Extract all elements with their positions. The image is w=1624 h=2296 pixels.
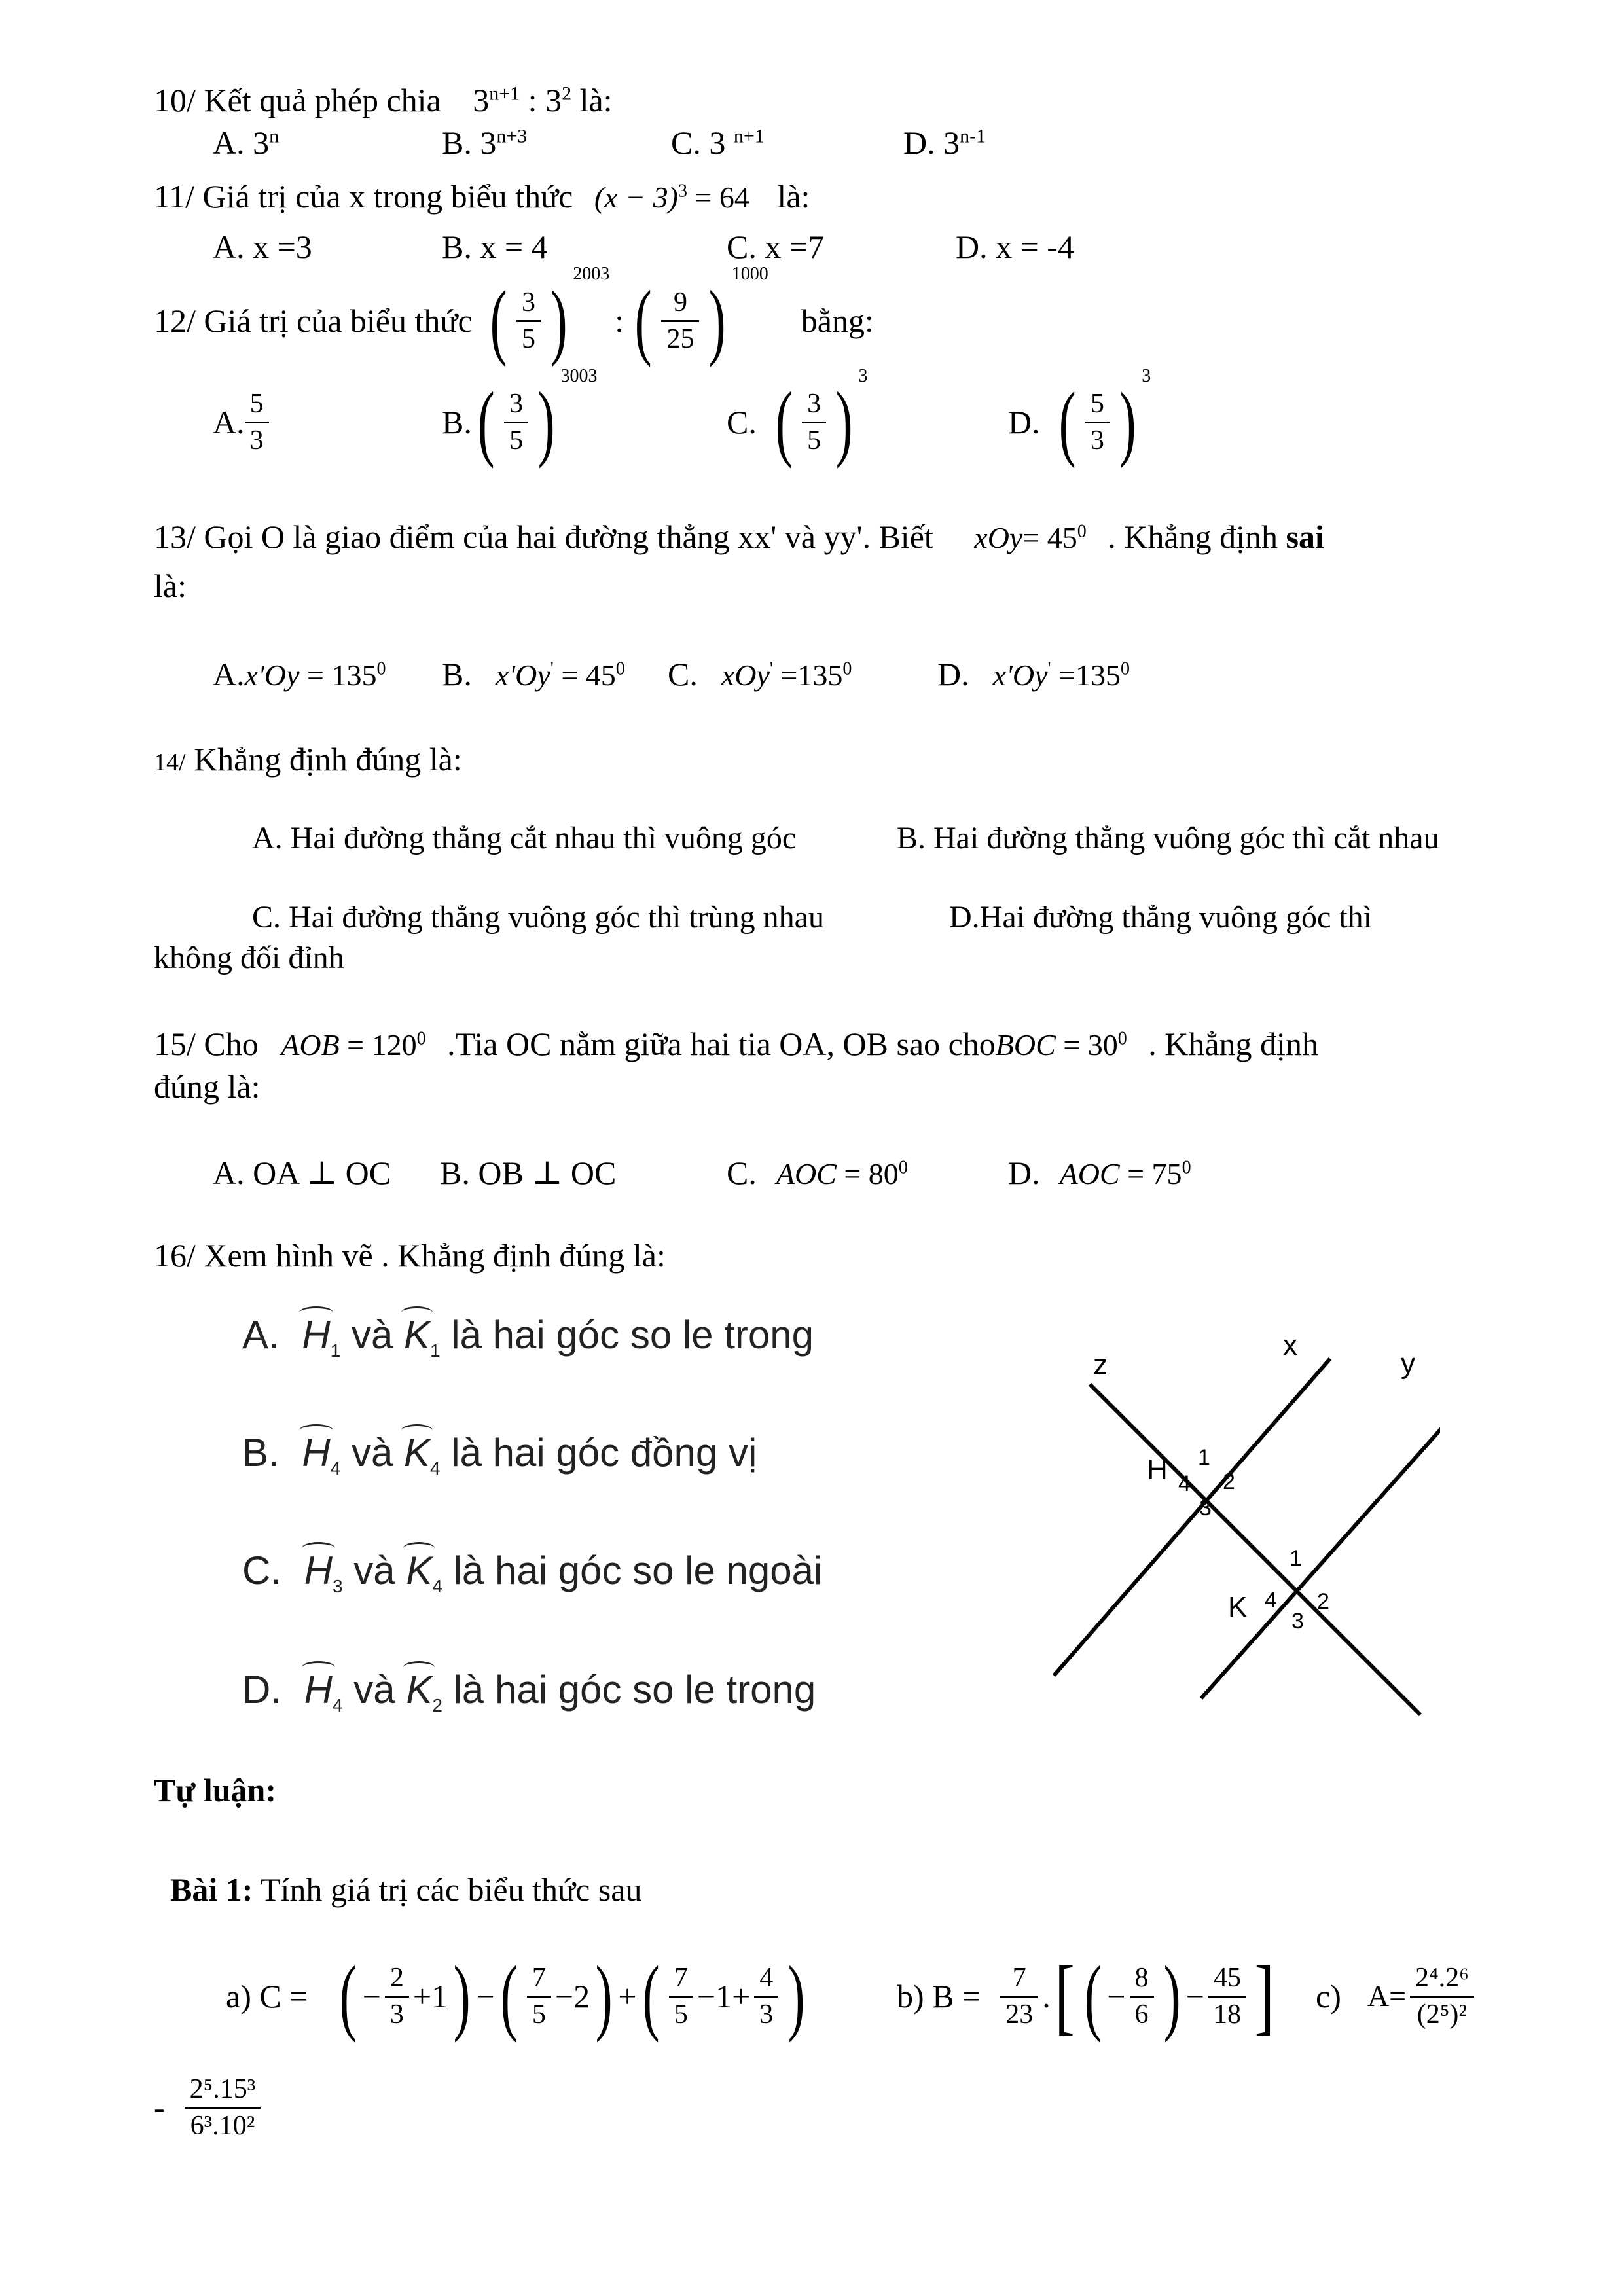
essay-part-c-cont: - $\frac{\text{2⁵.15³}}{\text{6³.10²}}$ — [154, 2062, 264, 2153]
q11-option-c[interactable]: C. x =7 — [727, 228, 825, 265]
k-angle-2: 2 — [1317, 1589, 1329, 1614]
q13-line2: là: — [154, 567, 187, 604]
q10-option-a[interactable]: A. 3$^n$ — [213, 124, 280, 161]
h-angle-2: 2 — [1223, 1469, 1235, 1494]
q16-stem: 16/ Xem hình vẽ . Khẳng định đúng là: — [154, 1237, 666, 1274]
q11-option-b[interactable]: B. x = 4 — [442, 228, 548, 265]
q16-option-a[interactable]: A. $H_1$ và $K_1$ là hai góc so le trong — [242, 1313, 814, 1361]
q12-option-c[interactable]: C. ( $\frac{3}{5}$ ) 3 — [727, 366, 868, 469]
figure-label-x: x — [1283, 1329, 1297, 1361]
q16-option-d[interactable]: D. $H_4$ và $K_2$ là hai góc so le trong — [242, 1668, 816, 1715]
q13-given-angle: $xOy= 45^0$ — [974, 521, 1087, 554]
q12-tail: bằng: — [801, 302, 874, 339]
q10-expression: $3^{n+1}$ : $3^2$ — [473, 82, 572, 118]
essay-part-a: a) C = ( − $\frac{2}{3}$ +1 ) − ( $\frac{7}{5}$ −2 ) + ( $\frac{7}{5}$ −1+ $\frac{4}{3}$ ) — [226, 1949, 805, 2043]
h-angle-3: 3 — [1199, 1496, 1212, 1520]
q11-tail: là: — [777, 178, 810, 215]
figure-label-z: z — [1093, 1349, 1108, 1381]
q14-option-d-cont: không đối đỉnh — [154, 941, 344, 975]
q11-stem: 11/ Giá trị của x trong biểu thức — [154, 178, 573, 215]
q15-option-c[interactable]: C. AOC = $80^0$ — [727, 1155, 908, 1191]
h-angle-4: 4 — [1178, 1471, 1191, 1496]
q14-option-c[interactable]: C. Hai đường thẳng vuông góc thì trùng nhau — [252, 900, 824, 935]
k-angle-3: 3 — [1291, 1609, 1304, 1634]
q12-option-b[interactable]: B. ( $\frac{3}{5}$ ) 3003 — [442, 366, 598, 469]
q16-option-b[interactable]: B. $H_4$ và $K_4$ là hai góc đồng vị — [242, 1431, 757, 1479]
q16-option-c[interactable]: C. $H_3$ và $K_4$ là hai góc so le ngoài — [242, 1549, 823, 1596]
figure-label-K: K — [1228, 1591, 1248, 1623]
q13-option-d[interactable]: D. $x'Oy' =135^0$ — [937, 656, 1130, 692]
essay-heading: Tự luận: — [154, 1772, 277, 1808]
q16-figure — [1034, 1316, 1440, 1734]
q14-option-b[interactable]: B. Hai đường thẳng vuông góc thì cắt nhau — [897, 821, 1439, 855]
q10-option-d[interactable]: D. 3$^{n-1}$ — [903, 124, 986, 161]
q13-option-b[interactable]: B. $x'Oy' = 45^0$ — [442, 656, 625, 692]
q13-option-c[interactable]: C. $xOy' =135^0$ — [668, 656, 852, 692]
q13-option-a[interactable]: $A.x'Oy = 135^0$ — [213, 656, 386, 692]
q11-option-a[interactable]: A. x =3 — [213, 228, 312, 265]
figure-label-H: H — [1147, 1454, 1168, 1486]
q15-option-d[interactable]: D. AOC = $75^0$ — [1008, 1155, 1191, 1191]
q14-option-d[interactable]: D.Hai đường thẳng vuông góc thì — [949, 900, 1372, 935]
q11-stem-line — [154, 180, 810, 213]
q11-option-d[interactable]: D. x = -4 — [956, 228, 1074, 265]
q13-stem: 13/ Gọi O là giao điểm của hai đường thẳng xx' và yy'. Biết — [154, 518, 933, 555]
essay-part-c: c) A= $\frac{\text{2⁴.2⁶}}{\text{(2⁵)²}}$ — [1316, 1947, 1478, 2045]
q12-option-d[interactable]: D. ( $\frac{5}{3}$ ) 3 — [1008, 366, 1151, 469]
q12-stem: 12/ Giá trị của biểu thức — [154, 302, 473, 339]
k-angle-4: 4 — [1265, 1588, 1277, 1613]
bai1-line: Bài 1: Tính giá trị các biểu thức sau — [170, 1871, 642, 1908]
q13-emphasis: sai — [1286, 518, 1324, 555]
q13-stem-line: 13/ Gọi O là giao điểm của hai đường thẳng xx' và yy'. Biết $xOy= 45^0$ . Khẳng định sai — [154, 518, 1324, 555]
essay-part-b: b) B = $\frac{7}{23}$ . [ ( − $\frac{8}{6}$ ) − $\frac{45}{18}$ ] — [897, 1949, 1274, 2043]
line-z — [1090, 1384, 1420, 1715]
q11-expression: $(x - 3)^3 = 64$ — [594, 181, 749, 214]
line-y — [1201, 1401, 1440, 1698]
h-angle-1: 1 — [1198, 1445, 1210, 1470]
q15-stem-line: 15/ Cho AOB = $120^0$ .Tia OC nằm giữa hai tia OA, OB sao choBOC = $30^0$ . Khẳng định — [154, 1026, 1318, 1062]
q12-option-a[interactable]: A. $\frac{5}{3}$ — [213, 376, 273, 468]
figure-label-y: y — [1401, 1348, 1415, 1380]
q15-option-b[interactable]: B. OB ⊥ OC — [440, 1155, 617, 1191]
q10-option-c[interactable]: C. 3 $^{n+1}$ — [671, 124, 765, 161]
line-x — [1054, 1359, 1330, 1676]
q12-expression: ( $\frac{3}{5}$ ) 2003 : ( $\frac{9}{25}$ ) 1000 — [490, 264, 768, 368]
q15-line2: đúng là: — [154, 1068, 261, 1105]
q10-option-b[interactable]: B. $3^{n+3}$ — [442, 124, 528, 161]
q12-stem-line — [154, 264, 874, 368]
q14-option-a[interactable]: A. Hai đường thẳng cắt nhau thì vuông góc — [252, 821, 797, 855]
q14-stem-line: 14/ Khẳng định đúng là: — [154, 741, 462, 778]
q10-stem: 10/ Kết quả phép chia — [154, 82, 441, 118]
k-angle-1: 1 — [1290, 1546, 1302, 1571]
q15-option-a[interactable]: A. OA ⊥ OC — [213, 1155, 391, 1191]
q10-tail: là: — [579, 82, 613, 118]
q10-stem-line — [154, 84, 613, 117]
